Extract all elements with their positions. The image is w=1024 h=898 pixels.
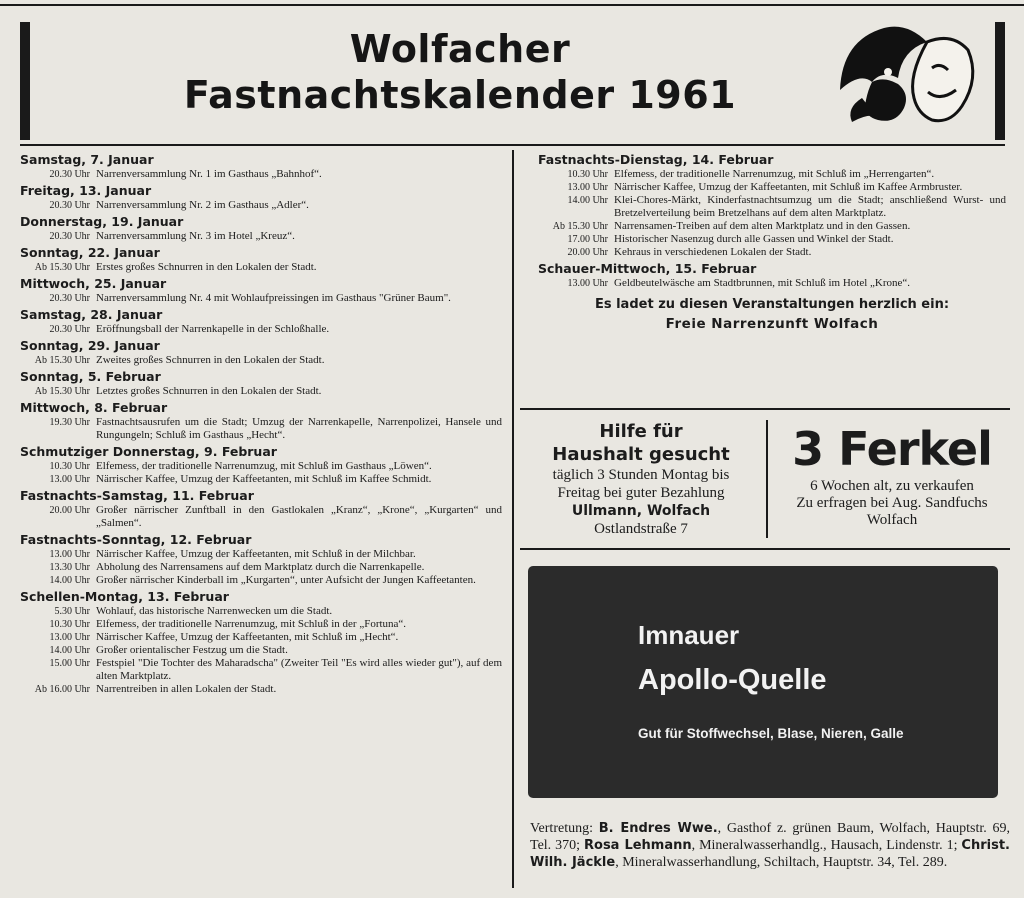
header-bottom-rule bbox=[20, 144, 1005, 146]
column-divider bbox=[512, 150, 514, 888]
calendar-event bbox=[20, 199, 502, 212]
ad-help-line-1: täglich 3 Stunden Montag bis bbox=[552, 467, 730, 483]
calendar-event bbox=[20, 504, 502, 530]
ad-apollo-line-1: Imnauer bbox=[638, 620, 740, 650]
event-description: Närrischer Kaffee, Umzug der Kaffeetanten, mit Schluß im Kaffee Schmidt. bbox=[96, 473, 432, 485]
calendar-event bbox=[20, 261, 502, 274]
calendar-event bbox=[538, 277, 1006, 290]
event-time: 20.00 Uhr bbox=[49, 505, 90, 516]
calendar-event bbox=[20, 416, 502, 442]
calendar-event bbox=[20, 574, 502, 587]
calendar-right-days bbox=[538, 152, 1006, 290]
event-description: Narrenversammlung Nr. 1 im Gasthaus „Bahnhof“. bbox=[96, 168, 322, 180]
event-description: Narrenversammlung Nr. 3 im Hotel „Kreuz“. bbox=[96, 230, 295, 242]
organizer-name: Freie Narrenzunft Wolfach bbox=[665, 316, 879, 332]
event-description: Großer närrischer Kinderball im „Kurgarten“, unter Aufsicht der Jungen Kaffeetanten. bbox=[96, 574, 476, 586]
calendar-right-column bbox=[538, 150, 1006, 334]
page-title bbox=[0, 26, 920, 118]
calendar-event bbox=[20, 561, 502, 574]
event-description: Eröffnungsball der Narrenkapelle in der Schloßhalle. bbox=[96, 323, 330, 335]
event-description: Wohlauf, das historische Narrenwecken um die Stadt. bbox=[96, 605, 333, 617]
event-time: Ab 15.30 Uhr bbox=[552, 221, 608, 232]
event-time: 20.30 Uhr bbox=[49, 200, 90, 211]
event-description: Närrischer Kaffee, Umzug der Kaffeetanten, mit Schluß im „Hecht“. bbox=[96, 631, 399, 643]
calendar-event bbox=[538, 246, 1006, 259]
calendar-event bbox=[20, 657, 502, 683]
calendar-day-heading: Mittwoch, 8. Februar bbox=[20, 400, 168, 415]
event-description: Närrischer Kaffee, Umzug der Kaffeetanten, mit Schluß im Kaffee Armbruster. bbox=[614, 181, 963, 193]
calendar-day-heading: Schellen-Montag, 13. Februar bbox=[20, 589, 229, 604]
event-description: Narrensamen-Treiben auf dem alten Marktplatz und in den Gassen. bbox=[614, 220, 911, 232]
event-time: 20.00 Uhr bbox=[567, 247, 608, 258]
ad-apollo-quelle bbox=[528, 566, 998, 798]
ad-help-name: Ullmann, Wolfach bbox=[571, 503, 711, 519]
ad-piglets bbox=[770, 420, 1014, 529]
event-time: Ab 15.30 Uhr bbox=[34, 386, 90, 397]
calendar-day-heading: Schmutziger Donnerstag, 9. Februar bbox=[20, 444, 277, 459]
event-time: 13.00 Uhr bbox=[49, 632, 90, 643]
event-time: 20.30 Uhr bbox=[49, 231, 90, 242]
ad-help-heading-1: Hilfe für bbox=[599, 421, 683, 442]
event-description: Kehraus in verschiedenen Lokalen der Stadt. bbox=[614, 246, 812, 258]
calendar-event bbox=[20, 460, 502, 473]
calendar-event bbox=[20, 292, 502, 305]
calendar-event bbox=[20, 618, 502, 631]
calendar-event bbox=[538, 194, 1006, 220]
event-description: Narrenversammlung Nr. 2 im Gasthaus „Adler“. bbox=[96, 199, 309, 211]
event-description: Närrischer Kaffee, Umzug der Kaffeetanten, mit Schluß in der Milchbar. bbox=[96, 548, 416, 560]
calendar-day-heading: Samstag, 28. Januar bbox=[20, 307, 163, 322]
calendar-day-heading: Samstag, 7. Januar bbox=[20, 152, 154, 167]
calendar-day-heading: Sonntag, 5. Februar bbox=[20, 369, 161, 384]
event-time: 20.30 Uhr bbox=[49, 324, 90, 335]
event-time: 20.30 Uhr bbox=[49, 293, 90, 304]
calendar-event bbox=[20, 605, 502, 618]
event-time: Ab 15.30 Uhr bbox=[34, 355, 90, 366]
calendar-day-heading: Fastnachts-Dienstag, 14. Februar bbox=[538, 152, 774, 167]
title-line-1: Wolfacher bbox=[349, 27, 571, 71]
ad-piglets-line-1: 6 Wochen alt, zu verkaufen bbox=[810, 478, 974, 494]
event-time: 5.30 Uhr bbox=[54, 606, 90, 617]
ad-piglets-line-2: Zu erfragen bei Aug. Sandfuchs bbox=[796, 495, 988, 511]
ad-divider bbox=[766, 420, 768, 538]
ad-help-heading-2: Haushalt gesucht bbox=[552, 444, 730, 465]
event-time: Ab 16.00 Uhr bbox=[34, 684, 90, 695]
event-description: Erstes großes Schnurren in den Lokalen der Stadt. bbox=[96, 261, 317, 273]
invitation-line: Es ladet zu diesen Veranstaltungen herzlich ein: bbox=[594, 297, 950, 312]
calendar-event bbox=[20, 473, 502, 486]
event-description: Elfemess, der traditionelle Narrenumzug, mit Schluß im „Herrengarten“. bbox=[614, 168, 935, 180]
distributor-text-1: Vertretung: bbox=[530, 821, 599, 836]
event-description: Großer närrischer Zunftball in den Gastlokalen „Kranz“, „Krone“, „Kurgarten“ und „Salmen“. bbox=[96, 504, 502, 529]
event-description: Großer orientalischer Festzug um die Stadt. bbox=[96, 644, 288, 656]
event-description: Narrentreiben in allen Lokalen der Stadt. bbox=[96, 683, 277, 695]
calendar-day-heading: Fastnachts-Samstag, 11. Februar bbox=[20, 488, 254, 503]
calendar-day-heading: Schauer-Mittwoch, 15. Februar bbox=[538, 261, 757, 276]
event-description: Zweites großes Schnurren in den Lokalen der Stadt. bbox=[96, 354, 325, 366]
ad-apollo-line-2: Apollo-Quelle bbox=[638, 664, 827, 696]
distributor-text-4: , Mineralwasserhandlung, Schiltach, Hauptstr. 34, Tel. 289. bbox=[615, 855, 948, 870]
right-section-rule-2 bbox=[520, 548, 1010, 550]
event-description: Letztes großes Schnurren in den Lokalen der Stadt. bbox=[96, 385, 322, 397]
calendar-event bbox=[20, 644, 502, 657]
event-description: Elfemess, der traditionelle Narrenumzug, mit Schluß in der „Fortuna“. bbox=[96, 618, 407, 630]
event-description: Elfemess, der traditionelle Narrenumzug, mit Schluß im Gasthaus „Löwen“. bbox=[96, 460, 432, 472]
calendar-event bbox=[20, 168, 502, 181]
ad-help-wanted bbox=[520, 420, 762, 538]
calendar-day-heading: Donnerstag, 19. Januar bbox=[20, 214, 184, 229]
event-description: Festspiel "Die Tochter des Maharadscha" (Zweiter Teil "Es wird alles wieder gut"), auf dem alten Marktplatz. bbox=[96, 657, 502, 682]
calendar-event bbox=[20, 354, 502, 367]
ad-apollo-line-3: Gut für Stoffwechsel, Blase, Nieren, Galle bbox=[638, 726, 904, 741]
calendar-event bbox=[20, 631, 502, 644]
title-line-2: Fastnachtskalender 1961 bbox=[183, 73, 737, 117]
ad-help-line-2: Freitag bei guter Bezahlung bbox=[557, 485, 725, 501]
event-time: 17.00 Uhr bbox=[567, 234, 608, 245]
calendar-event bbox=[538, 233, 1006, 246]
distributor-note bbox=[530, 820, 1010, 871]
distributor-name-2: Rosa Lehmann bbox=[584, 838, 692, 853]
right-section-rule-1 bbox=[520, 408, 1010, 410]
calendar-event bbox=[538, 168, 1006, 181]
calendar-day-heading: Fastnachts-Sonntag, 12. Februar bbox=[20, 532, 252, 547]
event-time: 10.30 Uhr bbox=[567, 169, 608, 180]
calendar-day-heading: Sonntag, 29. Januar bbox=[20, 338, 160, 353]
calendar-event bbox=[538, 220, 1006, 233]
event-description: Abholung des Narrensamens auf dem Marktplatz durch die Narrenkapelle. bbox=[96, 561, 425, 573]
calendar-day-heading: Mittwoch, 25. Januar bbox=[20, 276, 167, 291]
event-time: 15.00 Uhr bbox=[49, 658, 90, 669]
jester-mask-icon bbox=[832, 20, 982, 132]
ad-help-address: Ostlandstraße 7 bbox=[594, 521, 688, 537]
event-description: Fastnachtsausrufen um die Stadt; Umzug der Narrenkapelle, Narrenpolizei, Hansele und Rungungeln; Schluß im Gasthaus „Hecht“. bbox=[96, 416, 502, 441]
top-rule bbox=[0, 4, 1024, 6]
calendar-event bbox=[20, 385, 502, 398]
ad-piglets-headline: 3 Ferkel bbox=[792, 422, 992, 476]
calendar-event bbox=[538, 181, 1006, 194]
calendar-event bbox=[20, 683, 502, 696]
calendar-event bbox=[20, 323, 502, 336]
distributor-text-2: , Gasthof z. grünen Baum, Wolfach, Hauptstr. 69, Tel. 370; bbox=[530, 821, 1010, 853]
calendar-event bbox=[20, 548, 502, 561]
event-time: 13.00 Uhr bbox=[567, 182, 608, 193]
distributor-name-1: B. Endres Wwe. bbox=[598, 821, 718, 836]
event-description: Historischer Nasenzug durch alle Gassen und Winkel der Stadt. bbox=[614, 233, 894, 245]
event-time: Ab 15.30 Uhr bbox=[34, 262, 90, 273]
calendar-left-column bbox=[20, 150, 502, 696]
event-time: 20.30 Uhr bbox=[49, 169, 90, 180]
event-time: 19.30 Uhr bbox=[49, 417, 90, 428]
event-time: 14.00 Uhr bbox=[49, 645, 90, 656]
distributor-name-3: Christ. Wilh. Jäckle bbox=[530, 838, 1010, 870]
ad-piglets-line-3: Wolfach bbox=[866, 512, 918, 528]
calendar-day-heading: Sonntag, 22. Januar bbox=[20, 245, 160, 260]
event-time: 14.00 Uhr bbox=[49, 575, 90, 586]
event-description: Geldbeutelwäsche am Stadtbrunnen, mit Schluß im Hotel „Krone“. bbox=[614, 277, 911, 289]
event-time: 10.30 Uhr bbox=[49, 461, 90, 472]
event-time: 13.00 Uhr bbox=[49, 474, 90, 485]
event-description: Narrenversammlung Nr. 4 mit Wohlaufpreissingen im Gasthaus "Grüner Baum". bbox=[96, 292, 451, 304]
distributor-text-3: , Mineralwasserhandlg., Hausach, Lindenstr. 1; bbox=[691, 838, 962, 853]
calendar-event bbox=[20, 230, 502, 243]
event-time: 10.30 Uhr bbox=[49, 619, 90, 630]
event-time: 13.00 Uhr bbox=[567, 278, 608, 289]
header-right-bar bbox=[995, 22, 1005, 140]
calendar-day-heading: Freitag, 13. Januar bbox=[20, 183, 152, 198]
event-time: 13.30 Uhr bbox=[49, 562, 90, 573]
event-description: Klei-Chores-Märkt, Kinderfastnachtsumzug um die Stadt; anschließend Wurst- und Bretzelverteilung beim Bretzelhans auf dem alten Marktplatz. bbox=[614, 194, 1006, 219]
event-time: 14.00 Uhr bbox=[567, 195, 608, 206]
event-time: 13.00 Uhr bbox=[49, 549, 90, 560]
